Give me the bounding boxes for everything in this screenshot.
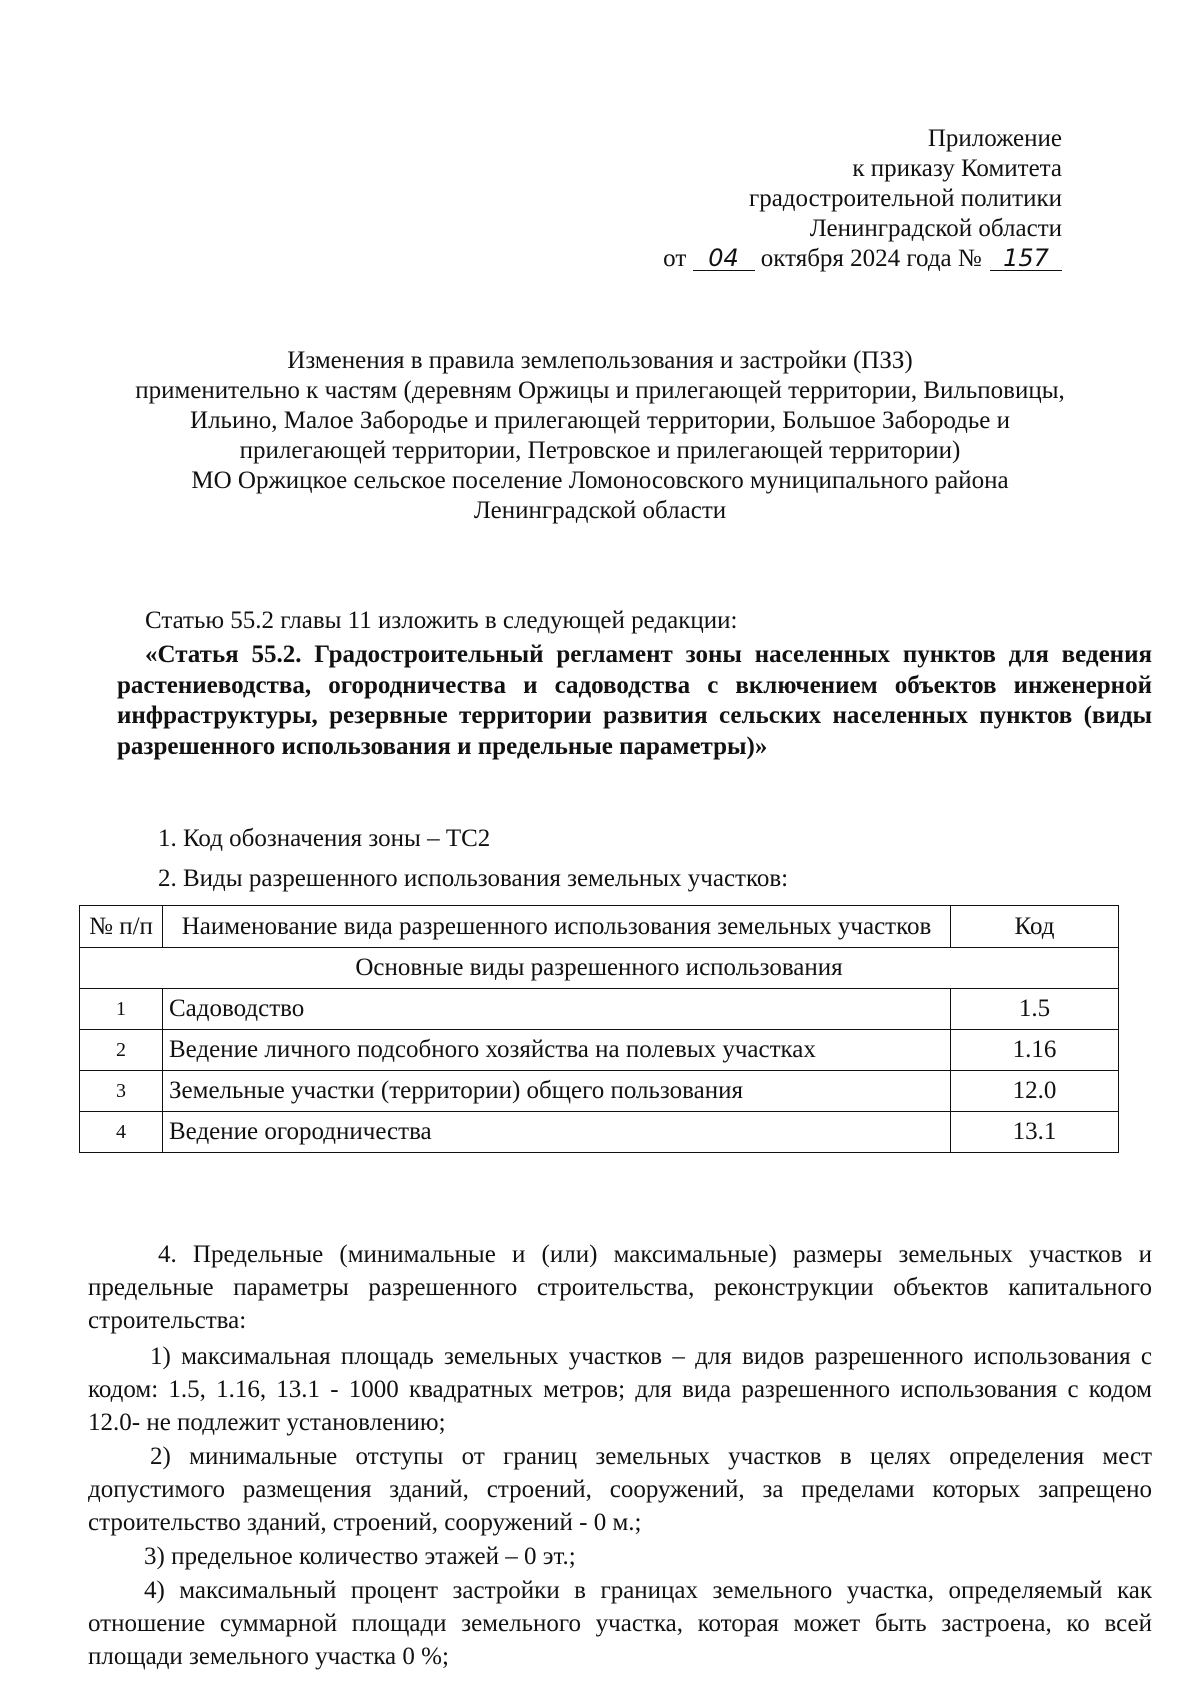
paragraph-4: 4. Предельные (минимальные и (или) максимальные) размеры земельных участков и предельные параметры разрешенного строительства, реконструкции объектов капитального строительства: bbox=[88, 1241, 1152, 1334]
article-heading bbox=[117, 640, 1152, 762]
title-line-5: МО Оржицкое сельское поселение Ломоносовского муниципального района bbox=[191, 467, 1009, 494]
row-name: Ведение личного подсобного хозяйства на полевых участках bbox=[163, 1030, 951, 1071]
table-row bbox=[80, 989, 1119, 1030]
appendix-header bbox=[542, 124, 1062, 274]
title-line-1: Изменения в правила землепользования и застройки (ПЗЗ) bbox=[287, 347, 913, 374]
row-name: Земельные участки (территории) общего пользования bbox=[163, 1071, 951, 1112]
handwritten-day: 04 bbox=[693, 246, 755, 271]
item-zone-code: 1. Код обозначения зоны – ТС2 bbox=[158, 825, 491, 852]
paragraph-4-3: 3) предельное количество этажей – 0 эт.; bbox=[144, 1543, 576, 1570]
row-code: 1.5 bbox=[951, 989, 1119, 1030]
paragraph-4-1: 1) максимальная площадь земельных участков – для видов разрешенного использования с кодом: 1.5, 1.16, 13.1 - 1000 квадратных метров; для вида разрешенного использования с кодом 12.0- не подлежит установлению; bbox=[88, 1343, 1152, 1436]
appendix-date-line bbox=[542, 244, 1062, 274]
paragraph-4-2: 2) минимальные отступы от границ земельных участков в целях определения мест допустимого размещения зданий, строений, сооружений, за пределами которых запрещено строительство зданий, строений, сооружений - 0 м.; bbox=[88, 1443, 1152, 1536]
paragraph-4-4: 4) максимальный процент застройки в границах земельного участка, определяемый как отношение суммарной площади земельного участка, которая может быть застроена, ко всей площади земельного участка 0 %; bbox=[88, 1577, 1152, 1670]
appendix-line-4: Ленинградской области bbox=[809, 215, 1062, 242]
title-line-6: Ленинградской области bbox=[473, 497, 727, 524]
row-num: 1 bbox=[80, 989, 163, 1030]
date-prefix: от bbox=[663, 245, 687, 272]
header-name: Наименование вида разрешенного использования земельных участков bbox=[163, 906, 951, 948]
appendix-line-2: к приказу Комитета bbox=[852, 155, 1062, 182]
table-row bbox=[80, 1071, 1119, 1112]
row-code: 13.1 bbox=[951, 1112, 1119, 1153]
row-name: Ведение огородничества bbox=[163, 1112, 951, 1153]
document-title bbox=[80, 346, 1120, 526]
title-line-3: Ильино, Малое Забородье и прилегающей территории, Большое Забородье и bbox=[190, 407, 1010, 434]
row-name: Садоводство bbox=[163, 989, 951, 1030]
row-num: 4 bbox=[80, 1112, 163, 1153]
table-header-row bbox=[80, 906, 1119, 948]
article-intro: Статью 55.2 главы 11 изложить в следующей редакции: bbox=[145, 607, 738, 634]
appendix-line-3: градостроительной политики bbox=[748, 185, 1062, 212]
table-section-row bbox=[80, 948, 1119, 989]
title-line-4: прилегающей территории, Петровское и прилегающей территории) bbox=[239, 437, 961, 464]
table-row bbox=[80, 1030, 1119, 1071]
date-middle: октября 2024 года № bbox=[760, 245, 982, 272]
article-heading-text: «Статья 55.2. Градостроительный регламент зоны населенных пунктов для ведения растениеводства, огородничества и садоводства с включением объектов инженерной инфраструктуры, резервные территории развития сельских населенных пунктов (виды разрешенного использования и предельные параметры)» bbox=[117, 641, 1152, 760]
header-code: Код bbox=[951, 906, 1119, 948]
title-line-2: применительно к частям (деревням Оржицы и прилегающей территории, Вильповицы, bbox=[135, 377, 1065, 404]
handwritten-order-number: 157 bbox=[990, 246, 1062, 271]
permitted-uses-table bbox=[79, 905, 1119, 1153]
header-num: № п/п bbox=[80, 906, 163, 948]
appendix-line-1: Приложение bbox=[927, 125, 1062, 152]
item-uses-heading: 2. Виды разрешенного использования земельных участков: bbox=[158, 865, 789, 892]
row-num: 3 bbox=[80, 1071, 163, 1112]
section-title: Основные виды разрешенного использования bbox=[80, 948, 1119, 989]
row-code: 12.0 bbox=[951, 1071, 1119, 1112]
row-num: 2 bbox=[80, 1030, 163, 1071]
row-code: 1.16 bbox=[951, 1030, 1119, 1071]
table-row bbox=[80, 1112, 1119, 1153]
